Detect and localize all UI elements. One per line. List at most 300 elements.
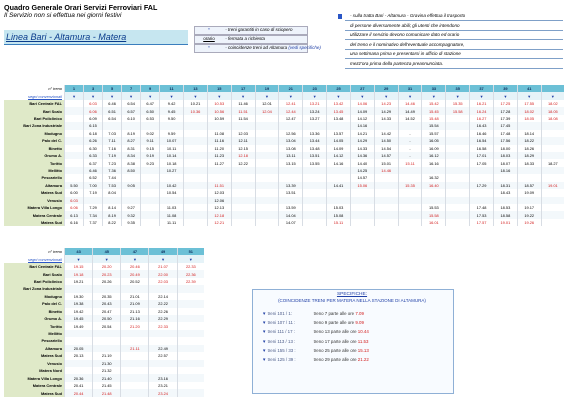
departure-time [350, 197, 374, 204]
departure-time: 10.59 [207, 115, 231, 122]
service-marker-icon: ▼ [149, 255, 177, 262]
departure-time [141, 122, 160, 129]
departure-time: 13.51 [303, 152, 327, 159]
departure-time [374, 211, 398, 218]
departure-time: 17.29 [470, 182, 494, 189]
departure-time: 22.22 [149, 300, 177, 307]
departure-time [141, 174, 160, 181]
station-name: Venusio [4, 197, 65, 204]
departure-time: 16.09 [422, 145, 446, 152]
departure-time [65, 130, 84, 137]
departure-time [231, 189, 255, 196]
departure-time [255, 115, 279, 122]
departure-time: 22.26 [149, 308, 177, 315]
notice-divider [345, 49, 563, 50]
service-marker-icon: ▼ [207, 92, 231, 99]
specifiche-row [262, 357, 369, 362]
departure-time [65, 330, 93, 337]
station-name: Matera Villa Longo [4, 204, 65, 211]
departure-time [207, 167, 231, 174]
departure-time [303, 122, 327, 129]
station-name: Palo del C. [4, 300, 65, 307]
departure-time: 6.30 [84, 145, 103, 152]
departure-time [231, 204, 255, 211]
departure-time [177, 382, 204, 389]
departure-time [141, 204, 160, 211]
service-marker-icon: ▼ [184, 92, 208, 99]
departure-time: 22.39 [177, 278, 204, 285]
train-number: 31 [398, 85, 422, 92]
departure-time: 11.08 [160, 211, 184, 218]
departure-time: 11.54 [231, 115, 255, 122]
departure-time [177, 308, 204, 315]
departure-time: 21.20 [121, 322, 149, 329]
departure-time: 20.52 [121, 278, 149, 285]
departure-time: 23.16 [149, 374, 177, 381]
departure-time: 14.12 [350, 115, 374, 122]
train-number: 3 [84, 85, 103, 92]
departure-time [103, 122, 122, 129]
departure-time: 7.00 [84, 182, 103, 189]
legend-key: * [208, 45, 210, 50]
departure-time [149, 285, 177, 292]
departure-time: 13.57 [327, 130, 351, 137]
station-name: Bari Zona Industriale [4, 122, 65, 129]
departure-time: 14.21 [350, 130, 374, 137]
departure-time: 16.27 [470, 115, 494, 122]
legend-row [194, 36, 265, 41]
departure-time: 21.45 [93, 382, 121, 389]
departure-time: 6.33 [84, 152, 103, 159]
departure-time [493, 174, 517, 181]
departure-time: 11.51 [231, 107, 255, 114]
notice-line: una settimana prima e presentarsi in ufficio di stazione [350, 51, 461, 56]
service-marker-icon: ▼ [177, 255, 204, 262]
departure-time [160, 122, 184, 129]
departure-time: 8.34 [122, 152, 141, 159]
departure-time [541, 211, 564, 218]
departure-time: 18.07 [493, 159, 517, 166]
departure-time: 14.57 [374, 152, 398, 159]
train-number: 7 [122, 85, 141, 92]
departure-time: 11.03 [160, 204, 184, 211]
arrow-down-icon: ▼ [262, 329, 268, 335]
departure-time: 14.25 [350, 167, 374, 174]
departure-time: 15.48 [422, 115, 446, 122]
departure-time: 16.58 [470, 145, 494, 152]
departure-time [446, 182, 470, 189]
departure-time: 6.03 [65, 197, 84, 204]
specifiche-title: SPECIFICHE: [336, 292, 368, 297]
notice-line: utilizzare il servizio devono comunicare dato ed orario [350, 32, 460, 37]
departure-time: 6.06 [65, 204, 84, 211]
train-number: 29 [374, 85, 398, 92]
departure-time: 12.56 [279, 130, 303, 137]
departure-time: 17.28 [493, 107, 517, 114]
train-number-row [4, 85, 564, 92]
departure-time [177, 367, 204, 374]
table-row [4, 167, 564, 174]
departure-time: 6.54 [103, 115, 122, 122]
table-row [4, 367, 204, 374]
departure-time: 15.01 [374, 159, 398, 166]
departure-time: 12.44 [279, 107, 303, 114]
departure-time [184, 167, 208, 174]
departure-time: 21.09 [121, 300, 149, 307]
departure-time: 12.18 [207, 211, 231, 218]
departure-time: 18.08 [541, 115, 564, 122]
departure-time [207, 122, 231, 129]
departure-time: 14.42 [374, 130, 398, 137]
departure-time: 10.21 [184, 100, 208, 107]
departure-time: 10.07 [160, 137, 184, 144]
departure-time [93, 337, 121, 344]
departure-time: 15.58 [446, 107, 470, 114]
departure-time: 16.01 [422, 219, 446, 226]
departure-time [303, 204, 327, 211]
departure-time: 7.03 [103, 130, 122, 137]
station-name: Bari Scalo [4, 270, 65, 277]
departure-time: 20.26 [93, 278, 121, 285]
departure-time [374, 219, 398, 226]
departure-time: 8.14 [103, 204, 122, 211]
departure-time [327, 122, 351, 129]
departure-time [541, 197, 564, 204]
departure-time: 14.46 [398, 100, 422, 107]
departure-time: 19.26 [517, 219, 541, 226]
departure-time [350, 189, 374, 196]
station-name: Matera Sud [4, 352, 65, 359]
departure-time: 13.48 [327, 115, 351, 122]
departure-time: 14.29 [350, 137, 374, 144]
service-marker-icon: ▼ [398, 92, 422, 99]
departure-time: 6.46 [84, 167, 103, 174]
departure-time: 6.10 [122, 115, 141, 122]
departure-time [255, 219, 279, 226]
departure-time [177, 337, 204, 344]
departure-time [121, 367, 149, 374]
service-marker-icon: ▼ [493, 92, 517, 99]
spec-text: treno 17 parte alle ore [313, 338, 357, 344]
departure-time [184, 197, 208, 204]
departure-time [141, 167, 160, 174]
departure-time [517, 197, 541, 204]
departure-time: 16.21 [470, 100, 494, 107]
departure-time: 13.15 [279, 159, 303, 166]
departure-time [470, 167, 494, 174]
departure-time: 9.35 [122, 219, 141, 226]
departure-time: 12.22 [231, 159, 255, 166]
service-marker-icon: ▼ [255, 92, 279, 99]
departure-time [184, 211, 208, 218]
departure-time [327, 167, 351, 174]
departure-time: 13.36 [303, 130, 327, 137]
departure-time [184, 219, 208, 226]
departure-time [207, 174, 231, 181]
departure-time [149, 367, 177, 374]
departure-time: 11.20 [207, 145, 231, 152]
departure-time: 10.42 [160, 182, 184, 189]
departure-time: 17.53 [470, 211, 494, 218]
departure-time: 17.48 [470, 204, 494, 211]
arrow-down-icon: ▼ [262, 347, 268, 353]
departure-time [231, 197, 255, 204]
departure-time [65, 285, 93, 292]
spec-time: 7.09 [355, 311, 364, 316]
train-number: 15 [207, 85, 231, 92]
train-number: 39 [493, 85, 517, 92]
departure-time: 13.39 [279, 182, 303, 189]
departure-time [541, 174, 564, 181]
departure-time: 18.02 [541, 100, 564, 107]
departure-time [177, 360, 204, 367]
departure-time [177, 330, 204, 337]
departure-time: 18.16 [493, 167, 517, 174]
departure-time: 14.41 [327, 182, 351, 189]
departure-time [303, 174, 327, 181]
departure-time: 7.23 [103, 159, 122, 166]
departure-time [303, 219, 327, 226]
legend-text: - coincidenze treni ad Altamura [225, 45, 288, 50]
departure-time [255, 152, 279, 159]
departure-time [184, 137, 208, 144]
departure-time: 7.11 [103, 137, 122, 144]
departure-time: 20.46 [121, 263, 149, 270]
departure-time: 12.06 [207, 197, 231, 204]
departure-time [122, 189, 141, 196]
notice-divider [345, 58, 563, 59]
departure-time: 16.46 [470, 130, 494, 137]
departure-time [255, 211, 279, 218]
train-number: 5 [103, 85, 122, 92]
departure-time [231, 219, 255, 226]
departure-time: 10.54 [160, 189, 184, 196]
table-row [4, 263, 204, 270]
departure-time [65, 174, 84, 181]
station-name: Bari Scalo [4, 107, 65, 114]
departure-time [141, 197, 160, 204]
departure-time: 23.21 [149, 382, 177, 389]
train-number: 13 [184, 85, 208, 92]
departure-time [149, 337, 177, 344]
departure-time: 23.24 [149, 389, 177, 396]
departure-time: 10.14 [160, 152, 184, 159]
departure-time: 12.03 [231, 130, 255, 137]
departure-time: 6.53 [141, 115, 160, 122]
departure-time: 14.52 [398, 115, 422, 122]
departure-time: 12.47 [279, 115, 303, 122]
departure-time: 14.09 [350, 107, 374, 114]
service-marker-icon: ▼ [93, 255, 121, 262]
station-name: Binetto [4, 308, 65, 315]
departure-time [177, 300, 204, 307]
legend-key: orario [203, 36, 215, 41]
train-number: 35 [446, 85, 470, 92]
departure-time: 6.18 [84, 130, 103, 137]
departure-time: 12.11 [231, 137, 255, 144]
departure-time: 20.44 [65, 389, 93, 396]
departure-time [93, 330, 121, 337]
legend-extra: (vedi specifiche) [288, 45, 321, 50]
departure-time: 17.48 [493, 130, 517, 137]
service-marker-icon: ▼ [517, 92, 541, 99]
departure-time: 7.16 [103, 145, 122, 152]
departure-time: 6.13 [65, 211, 84, 218]
table-row [4, 211, 564, 218]
service-marker-icon: ▼ [103, 92, 122, 99]
departure-time [121, 352, 149, 359]
departure-time [470, 189, 494, 196]
departure-time: 13.42 [327, 100, 351, 107]
departure-time: 19.30 [65, 293, 93, 300]
departure-time [446, 219, 470, 226]
departure-time: 14.05 [327, 137, 351, 144]
train-number: 19 [255, 85, 279, 92]
departure-time: 22.36 [177, 270, 204, 277]
departure-time: 15.53 [422, 204, 446, 211]
departure-time: 11.27 [207, 159, 231, 166]
train-number: 43 [65, 248, 93, 255]
departure-time: 14.29 [374, 107, 398, 114]
train-number: 27 [350, 85, 374, 92]
departure-time [255, 204, 279, 211]
departure-time [493, 197, 517, 204]
departure-time: 6.16 [65, 219, 84, 226]
legend-text: - treni garantiti in caso di sciopero [225, 27, 293, 32]
departure-time [398, 204, 422, 211]
departure-time: 13.45 [327, 107, 351, 114]
departure-time: 15.45 [422, 107, 446, 114]
table-row [4, 107, 564, 114]
arrow-down-icon: ▼ [262, 338, 268, 344]
departure-time: 8.22 [103, 219, 122, 226]
departure-time [177, 345, 204, 352]
table-row [4, 360, 204, 367]
departure-time [279, 122, 303, 129]
station-name: Grumo A. [4, 315, 65, 322]
departure-time: 15.42 [422, 100, 446, 107]
line-title: Linea Bari - Altamura - Matera [6, 32, 127, 42]
departure-time: 20.41 [65, 382, 93, 389]
train-number-row [4, 248, 204, 255]
departure-time [374, 174, 398, 181]
departure-time [121, 330, 149, 337]
departure-time: 16.16 [422, 159, 446, 166]
service-marker-icon: ▼ [65, 92, 84, 99]
departure-time [255, 167, 279, 174]
departure-time: 7.29 [84, 204, 103, 211]
service-marker-icon: ▼ [446, 92, 470, 99]
notice-line: - sulla tratta Bari - Altamura - Gravina effettua il trasporto [350, 13, 466, 18]
station-name: Pescariello [4, 174, 65, 181]
table-row [4, 189, 564, 196]
departure-time [141, 219, 160, 226]
departure-time [470, 197, 494, 204]
departure-time [279, 174, 303, 181]
departure-time: 21.01 [121, 293, 149, 300]
service-marker-icon: ▼ [121, 255, 149, 262]
spec-text: treno 13 parte alle ore [313, 329, 357, 335]
departure-time [177, 285, 204, 292]
departure-time [350, 219, 374, 226]
departure-time [541, 145, 564, 152]
departure-time: 18.31 [493, 182, 517, 189]
departure-time: 18.33 [517, 159, 541, 166]
departure-time [327, 197, 351, 204]
departure-time: 17.56 [493, 137, 517, 144]
departure-time: 16.32 [422, 174, 446, 181]
departure-time [65, 167, 84, 174]
departure-time: 21.48 [93, 389, 121, 396]
departure-time: 5.50 [65, 182, 84, 189]
departure-time [446, 204, 470, 211]
departure-time [184, 115, 208, 122]
departure-time: 18.05 [541, 107, 564, 114]
table-row [4, 122, 564, 129]
departure-time [517, 174, 541, 181]
station-name: Matera Nord [4, 367, 65, 374]
departure-time: 9.27 [122, 204, 141, 211]
departure-time [141, 182, 160, 189]
departure-time: 14.57 [350, 174, 374, 181]
departure-time [446, 137, 470, 144]
departure-time: - [398, 130, 422, 137]
table-row [4, 345, 204, 352]
departure-time: 6.52 [84, 174, 103, 181]
departure-time [541, 152, 564, 159]
service-marker-icon: ▼ [374, 92, 398, 99]
train-number: 17 [231, 85, 255, 92]
departure-time: 14.23 [374, 100, 398, 107]
departure-time: 16.12 [422, 152, 446, 159]
train-number: 25 [327, 85, 351, 92]
departure-time [65, 367, 93, 374]
departure-time [177, 389, 204, 396]
service-marker-icon: ▼ [350, 92, 374, 99]
departure-time: 15.35 [398, 182, 422, 189]
departure-time [374, 122, 398, 129]
service-marker-icon: ▼ [65, 255, 93, 262]
departure-time: 19.01 [541, 182, 564, 189]
departure-time [279, 167, 303, 174]
departure-time: 12.18 [231, 152, 255, 159]
departure-time: 14.46 [374, 167, 398, 174]
departure-time [122, 122, 141, 129]
departure-time: 19.42 [65, 308, 93, 315]
departure-time: 6.09 [84, 115, 103, 122]
notice-line: di persone diversamente abili; gli utenti che intendono [350, 22, 460, 28]
station-name: Bari Centrale FAL [4, 100, 65, 107]
notice-line: del treno e il nominativo dell'eventuale accompagnatore, [350, 41, 465, 47]
service-marker-icon: ▼ [470, 92, 494, 99]
table-row [4, 219, 564, 226]
station-name: Bari Policlinico [4, 278, 65, 285]
departure-time: 14.40 [350, 159, 374, 166]
specifiche-row [262, 320, 364, 325]
station-name: Altamura [4, 345, 65, 352]
departure-time: 15.11 [398, 159, 422, 166]
spec-text: treno 25 parte alle ore [313, 347, 357, 353]
service-marker-icon: ▼ [141, 92, 160, 99]
row-label: n° treno [4, 85, 65, 92]
table-row [4, 130, 564, 137]
departure-time: 6.06 [84, 107, 103, 114]
departure-time: 12.15 [231, 145, 255, 152]
departure-time [255, 122, 279, 129]
departure-time: 14.07 [279, 219, 303, 226]
departure-time: 22.33 [149, 322, 177, 329]
departure-time [398, 197, 422, 204]
